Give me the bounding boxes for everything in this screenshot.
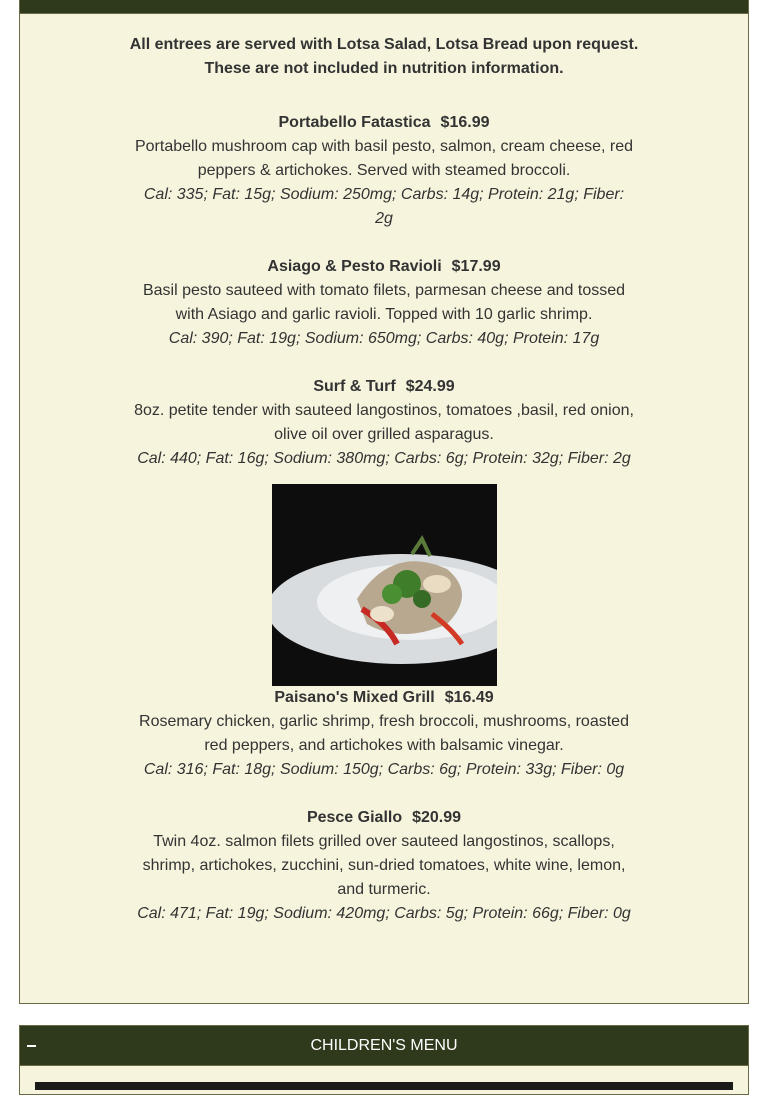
menu-item-description: Portabello mushroom cap with basil pesto, salmon, cream cheese, red peppers & artichokes. Served with steamed broccoli. — [134, 138, 633, 179]
menu-item-description: Rosemary chicken, garlic shrimp, fresh broccoli, mushrooms, roasted red peppers, and artichokes with balsamic vinegar. — [139, 713, 629, 754]
menu-item-nutrition: Cal: 316; Fat: 18g; Sodium: 150g; Carbs: 6g; Protein: 33g; Fiber: 0g — [143, 761, 625, 778]
menu-item-price: $16.99 — [440, 114, 490, 131]
menu-item — [134, 806, 634, 926]
childrens-menu-header[interactable] — [20, 1026, 748, 1066]
menu-item-description: Basil pesto sauteed with tomato filets, parmesan cheese and tossed with Asiago and garlic ravioli. Topped with 10 garlic shrimp. — [142, 282, 626, 323]
menu-item-price: $24.99 — [405, 378, 455, 395]
menu-item-nutrition: Cal: 335; Fat: 15g; Sodium: 250mg; Carbs: 14g; Protein: 21g; Fiber: 2g — [143, 186, 625, 227]
menu-item-description: Twin 4oz. salmon filets grilled over sauteed langostinos, scallops, shrimp, artichokes, zucchini, sun-dried tomatoes, white wine, lemon, and turmeric. — [142, 833, 626, 898]
menu-item-nutrition: Cal: 390; Fat: 19g; Sodium: 650mg; Carbs: 40g; Protein: 17g — [168, 330, 600, 347]
menu-item-nutrition: Cal: 471; Fat: 19g; Sodium: 420mg; Carbs: 5g; Protein: 66g; Fiber: 0g — [137, 905, 631, 922]
menu-item-name: Asiago & Pesto Ravioli — [267, 258, 442, 275]
menu-item-name: Surf & Turf — [313, 378, 396, 395]
childrens-menu-body — [20, 1066, 748, 1096]
menu-item — [134, 255, 634, 351]
dish-photo-graphic — [272, 484, 497, 686]
menu-item-name: Pesce Giallo — [306, 809, 403, 826]
intro-note — [20, 33, 748, 81]
menu-item-title — [134, 686, 634, 710]
menu-item-price: $20.99 — [412, 809, 462, 826]
menu-item-name: Paisano's Mixed Grill — [274, 689, 435, 706]
menu-item-nutrition: Cal: 440; Fat: 16g; Sodium: 380mg; Carbs: 6g; Protein: 32g; Fiber: 2g — [137, 450, 631, 467]
menu-item-title — [134, 806, 634, 830]
dish-photo — [272, 484, 497, 686]
menu-item-price: $16.49 — [444, 689, 494, 706]
menu-item-title — [134, 255, 634, 279]
menu-item-title — [134, 375, 634, 399]
menu-item-price: $17.99 — [451, 258, 501, 275]
entrees-panel — [19, 0, 749, 1004]
childrens-menu-title: CHILDREN'S MENU — [310, 1036, 458, 1054]
minus-icon[interactable] — [27, 1045, 36, 1047]
menu-items — [20, 111, 748, 926]
intro-line-1: All entrees are served with Lotsa Salad, Lotsa Bread upon request. — [129, 36, 639, 53]
menu-item — [134, 375, 634, 471]
menu-item-title — [134, 111, 634, 135]
entrees-header-bar — [20, 0, 748, 14]
menu-item-description: 8oz. petite tender with sauteed langostinos, tomatoes ,basil, red onion, olive oil over grilled asparagus. — [134, 402, 634, 443]
childrens-menu-panel — [19, 1025, 749, 1095]
intro-line-2: These are not included in nutrition information. — [204, 60, 564, 77]
menu-item-name: Portabello Fatastica — [278, 114, 431, 131]
menu-item — [134, 686, 634, 782]
menu-item — [134, 111, 634, 231]
